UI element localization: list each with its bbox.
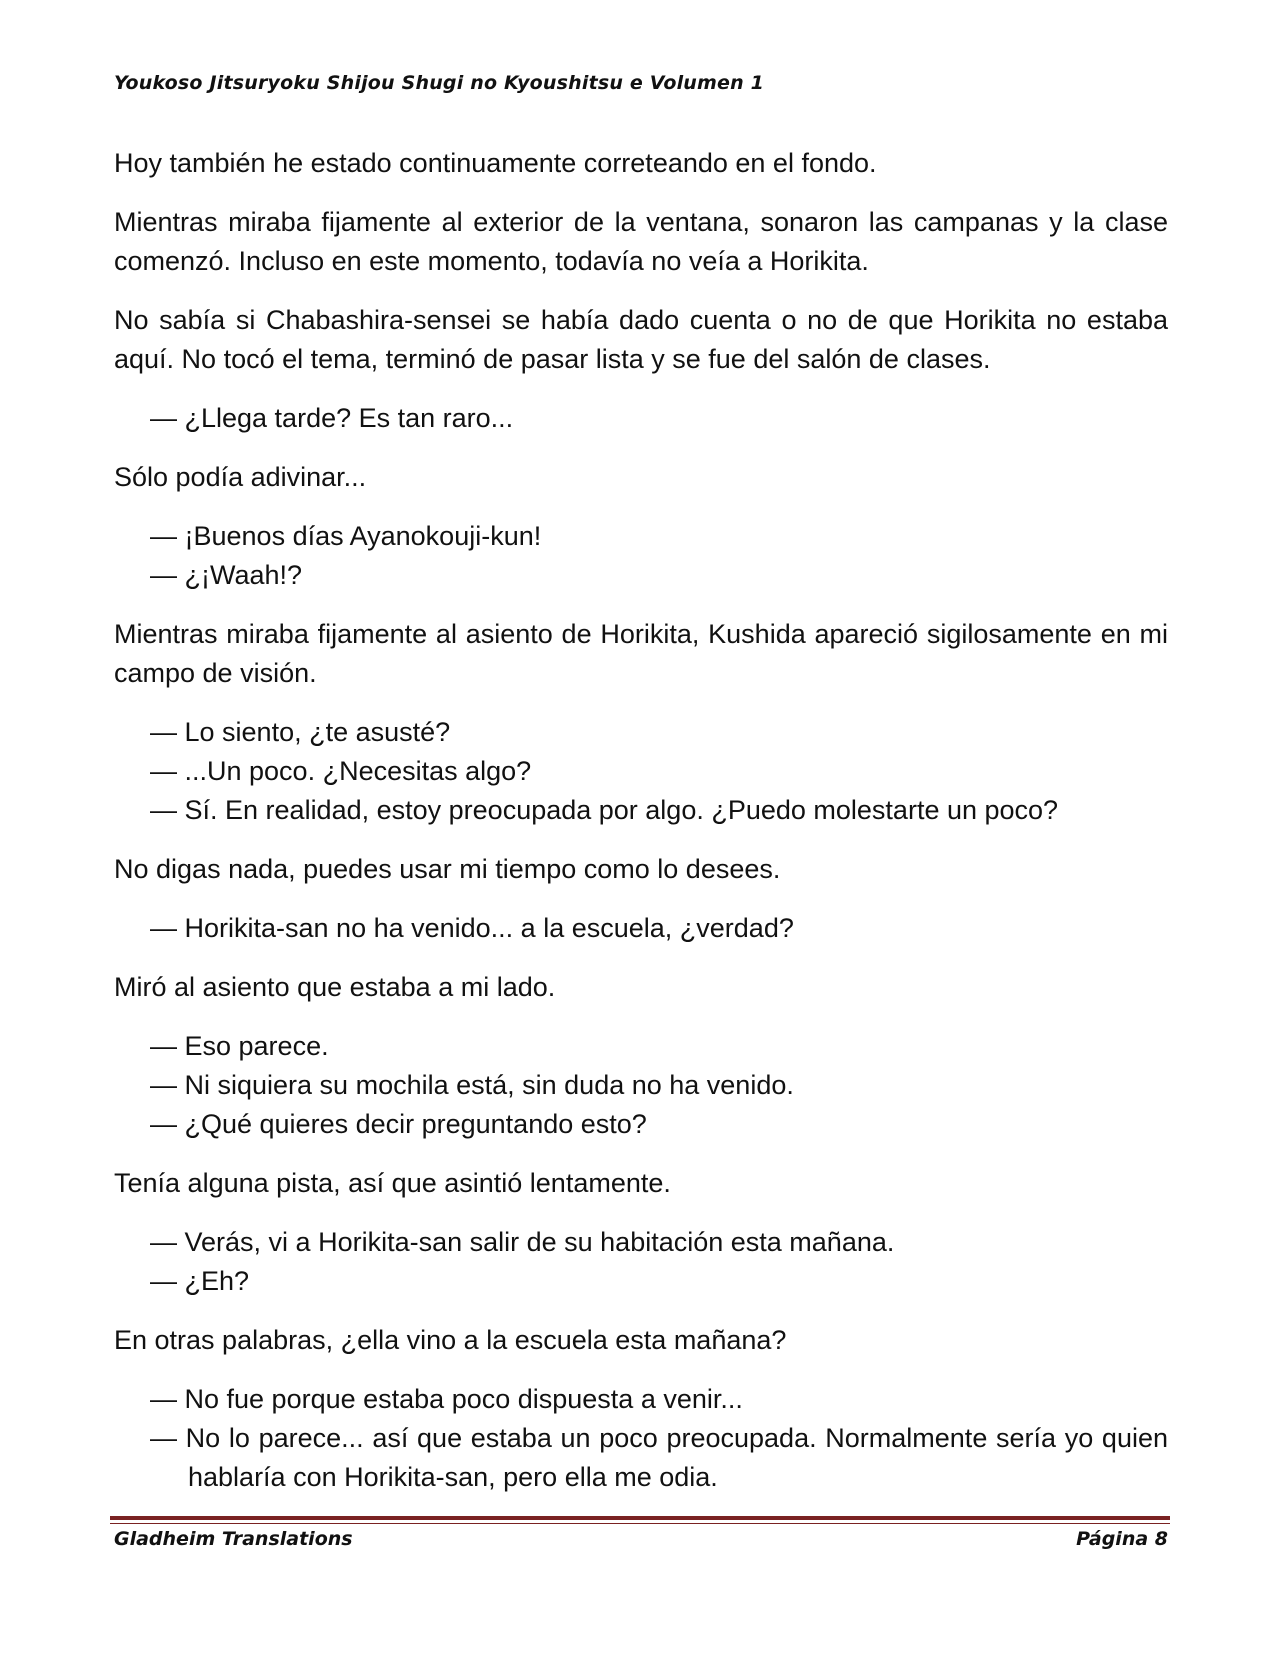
paragraph: No digas nada, puedes usar mi tiempo como lo desees. <box>114 854 781 884</box>
dialogue-block <box>114 1223 1168 1301</box>
dialogue-block <box>114 517 1168 595</box>
footer-divider-thin <box>110 1523 1170 1524</box>
paragraph: Sólo podía adivinar... <box>114 462 367 492</box>
dialogue-block <box>114 713 1168 830</box>
dialogue-line: — Sí. En realidad, estoy preocupada por algo. ¿Puedo molestarte un poco? <box>150 795 1059 825</box>
paragraph: Mientras miraba fijamente al asiento de Horikita, Kushida apareció sigilosamente en mi campo de visión. <box>114 619 1168 688</box>
paragraph: No sabía si Chabashira-sensei se había dado cuenta o no de que Horikita no estaba aquí. No tocó el tema, terminó de pasar lista y se fue del salón de clases. <box>114 305 1168 374</box>
paragraph: Mientras miraba fijamente al exterior de la ventana, sonaron las campanas y la clase comenzó. Incluso en este momento, todavía no veía a Horikita. <box>114 207 1168 276</box>
dialogue-block <box>114 399 1168 438</box>
page-header-title: Youkoso Jitsuryoku Shijou Shugi no Kyoushitsu e Volumen 1 <box>114 72 765 94</box>
footer-divider <box>110 1516 1170 1520</box>
dialogue-line: — ¡Buenos días Ayanokouji-kun! <box>150 521 542 551</box>
dialogue-line: — Horikita-san no ha venido... a la escuela, ¿verdad? <box>150 913 794 943</box>
page-number: Página 8 <box>1076 1528 1168 1550</box>
dialogue-block <box>114 1380 1168 1497</box>
dialogue-block <box>114 909 1168 948</box>
dialogue-line: — Lo siento, ¿te asusté? <box>150 717 451 747</box>
paragraph: En otras palabras, ¿ella vino a la escuela esta mañana? <box>114 1325 787 1355</box>
paragraph: Miró al asiento que estaba a mi lado. <box>114 972 556 1002</box>
dialogue-line: — No lo parece... así que estaba un poco preocupada. Normalmente sería yo quien hablaría con Horikita-san, pero ella me odia. <box>150 1423 1168 1492</box>
document-body <box>114 144 1168 1517</box>
dialogue-line: — No fue porque estaba poco dispuesta a venir... <box>150 1384 743 1414</box>
dialogue-block <box>114 1027 1168 1144</box>
dialogue-line: — ¿Eh? <box>150 1266 250 1296</box>
dialogue-line: — ¿¡Waah!? <box>150 560 303 590</box>
dialogue-line: — ¿Qué quieres decir preguntando esto? <box>150 1109 647 1139</box>
dialogue-line: — ...Un poco. ¿Necesitas algo? <box>150 756 532 786</box>
dialogue-line: — Verás, vi a Horikita-san salir de su habitación esta mañana. <box>150 1227 895 1257</box>
dialogue-line: — Eso parece. <box>150 1031 329 1061</box>
footer-credit: Gladheim Translations <box>114 1528 353 1550</box>
dialogue-line: — ¿Llega tarde? Es tan raro... <box>150 403 514 433</box>
dialogue-line: — Ni siquiera su mochila está, sin duda no ha venido. <box>150 1070 794 1100</box>
paragraph: Tenía alguna pista, así que asintió lentamente. <box>114 1168 671 1198</box>
paragraph: Hoy también he estado continuamente correteando en el fondo. <box>114 148 877 178</box>
